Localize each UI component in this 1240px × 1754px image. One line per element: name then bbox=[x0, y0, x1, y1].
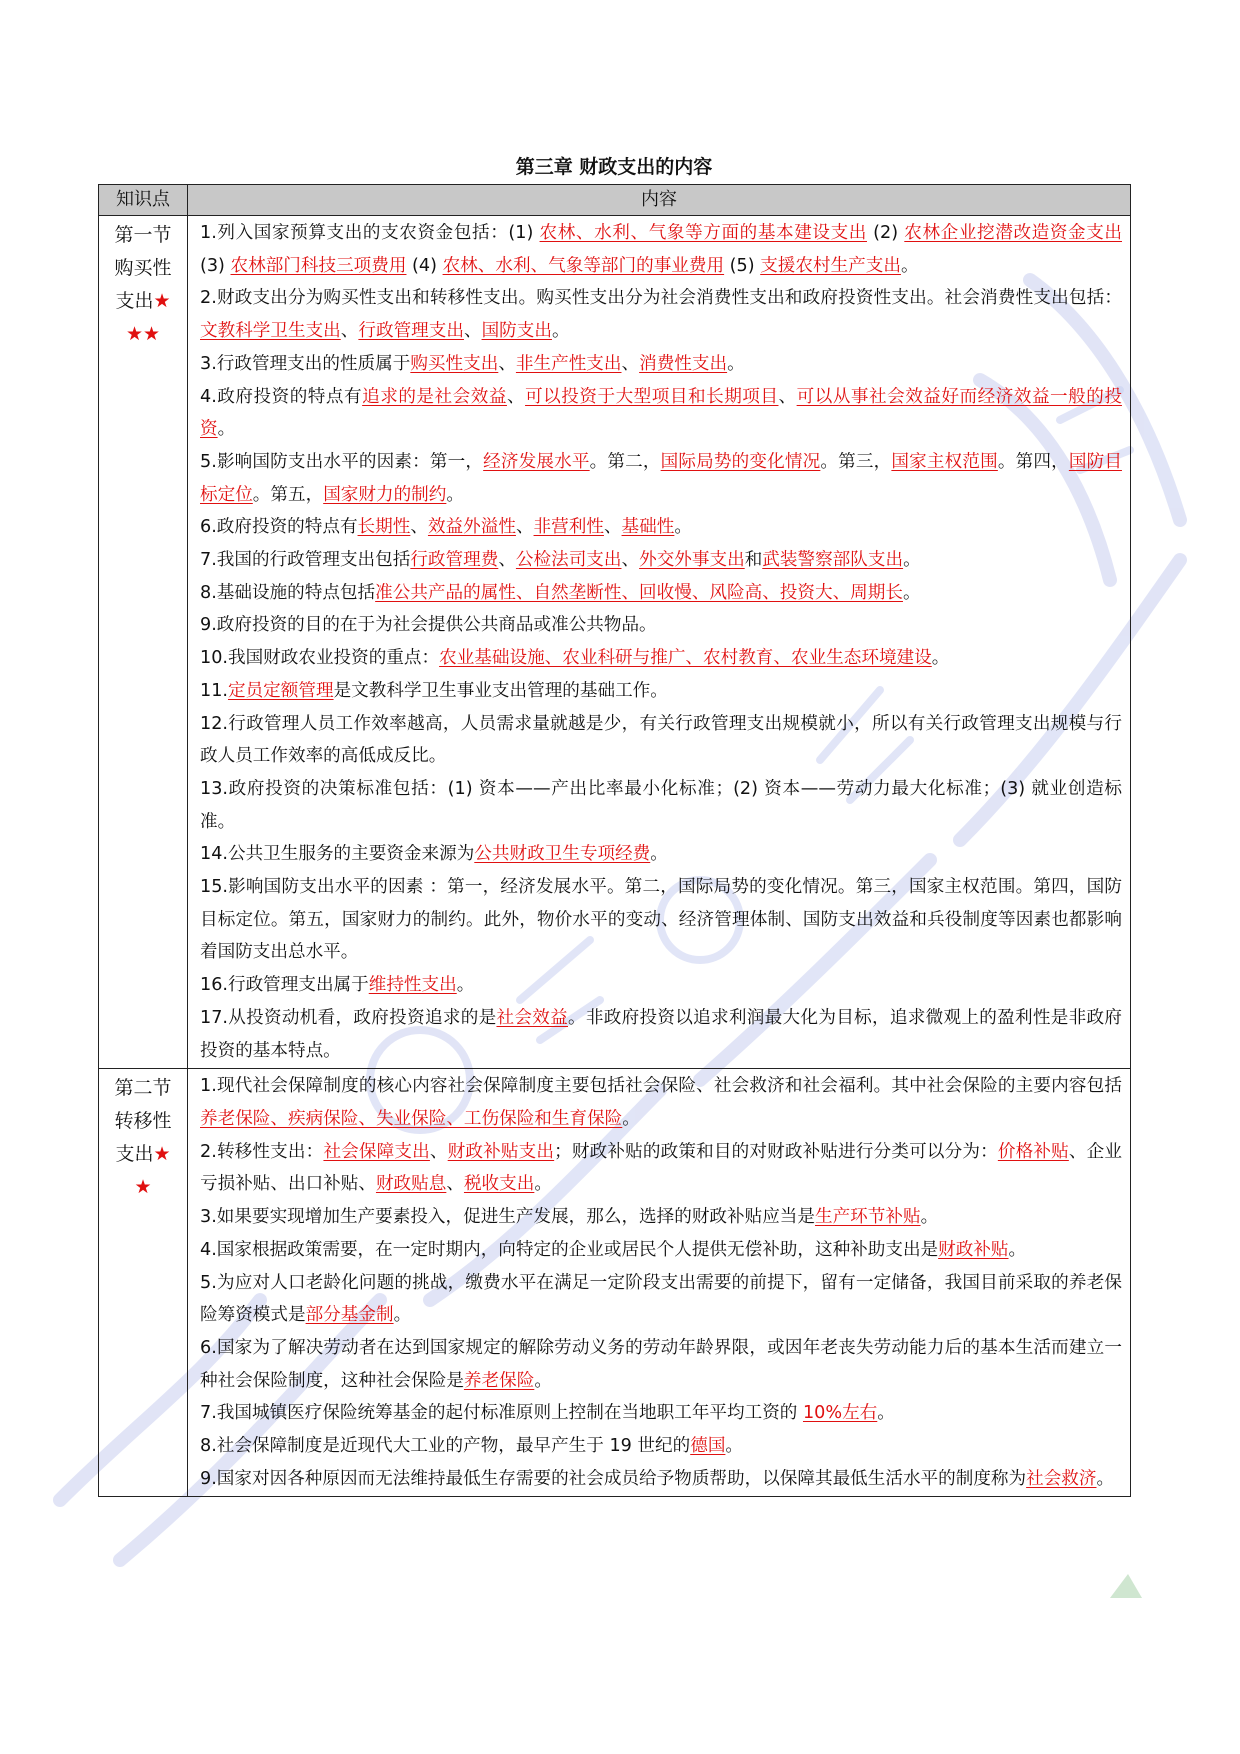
item-text: 、 bbox=[498, 353, 516, 374]
item-text: 、 bbox=[429, 1141, 448, 1162]
section-label-line: 转移性 bbox=[114, 1110, 172, 1133]
item-text: 。 bbox=[551, 321, 570, 342]
table-header-row bbox=[99, 185, 1131, 216]
key-term: 农林企业挖潜改造资金支出 bbox=[904, 223, 1122, 243]
item-text: 4.政府投资的特点有 bbox=[200, 386, 363, 407]
table-row bbox=[99, 1069, 1131, 1497]
key-term: 基础性 bbox=[621, 517, 675, 538]
key-term: 公共财政卫生专项经费 bbox=[474, 844, 651, 865]
key-term: 社会保障支出 bbox=[323, 1141, 430, 1162]
key-term: 部分基金制 bbox=[305, 1305, 394, 1326]
item-text: 、 bbox=[621, 353, 640, 374]
list-item bbox=[200, 1070, 1122, 1135]
section-label-line: 第二节 bbox=[114, 1077, 172, 1100]
item-text: 。 bbox=[650, 844, 668, 865]
item-text: 、 bbox=[463, 321, 482, 342]
section-label-line bbox=[103, 285, 183, 318]
item-text: (2) bbox=[866, 223, 905, 243]
key-term: 可以从事社会效益好而经济效益一般的投资 bbox=[200, 386, 1122, 440]
key-term: 定员定额管理 bbox=[227, 680, 334, 701]
item-text: 9.政府投资的目的在于为社会提供公共商品或准公共物品。 bbox=[200, 615, 657, 636]
item-text: 16.行政管理支出属于 bbox=[200, 975, 369, 996]
importance-stars: ★★ bbox=[125, 323, 161, 345]
item-text: 。 bbox=[534, 1370, 552, 1391]
item-text: 8.基础设施的特点包括 bbox=[200, 582, 376, 603]
list-item bbox=[200, 446, 1122, 511]
key-term: 追求的是社会效益 bbox=[362, 386, 507, 407]
list-item bbox=[200, 1136, 1122, 1201]
item-text: 。 bbox=[1096, 1468, 1115, 1489]
item-text: 13.政府投资的决策标准包括：(1) 资本——产出比率最小化标准；(2) 资本——劳动力最大化标准；(3) 就业创造标准。 bbox=[200, 778, 1122, 832]
knowledge-table bbox=[98, 184, 1131, 1497]
section-label-line bbox=[103, 1138, 183, 1171]
key-term: 准公共产品的属性、自然垄断性、回收慢、风险高、投资大、周期长 bbox=[375, 582, 903, 603]
star-icon: ★ bbox=[153, 290, 171, 312]
item-text: 。 bbox=[1008, 1239, 1027, 1260]
item-text: 。第二， bbox=[589, 451, 661, 472]
item-text: 5.为应对人口老龄化问题的挑战，缴费水平在满足一定阶段支出需要的前提下，留有一定储备，我国目前采取的养老保险筹资模式是 bbox=[200, 1272, 1122, 1326]
item-text: 。 bbox=[674, 517, 692, 538]
item-text: 。 bbox=[534, 1174, 552, 1195]
item-text: 、 bbox=[340, 321, 359, 342]
list-item bbox=[200, 773, 1122, 838]
key-term: 长期性 bbox=[357, 517, 411, 538]
item-text: 。第三， bbox=[820, 451, 892, 472]
item-text: 。 bbox=[217, 419, 236, 440]
list-item bbox=[200, 1201, 1122, 1234]
key-term: 财政补贴支出 bbox=[447, 1141, 555, 1162]
item-text: 。 bbox=[920, 1207, 939, 1228]
key-term: 国家财力的制约 bbox=[323, 484, 447, 505]
key-term: 农林、水利、气象等部门的事业费用 bbox=[442, 255, 725, 276]
section-label-line: 购买性 bbox=[114, 257, 172, 279]
item-text: 、 bbox=[603, 517, 622, 538]
key-term: 财政补贴 bbox=[938, 1239, 1009, 1260]
item-text: 。 bbox=[725, 1436, 744, 1457]
list-item bbox=[200, 544, 1122, 577]
section-label-text: 支出 bbox=[115, 290, 154, 312]
list-item bbox=[200, 217, 1122, 282]
item-text: 、 bbox=[506, 386, 526, 407]
list-item bbox=[200, 511, 1122, 544]
list-item bbox=[200, 1267, 1122, 1332]
item-text: 5.影响国防支出水平的因素：第一， bbox=[200, 451, 484, 472]
key-term: 国防支出 bbox=[481, 321, 552, 342]
key-term: 国家主权范围 bbox=[891, 451, 998, 472]
key-term: 国际局势的变化情况 bbox=[660, 451, 821, 472]
key-term: 10%左右 bbox=[802, 1403, 878, 1424]
key-term: 农业基础设施、农业科研与推广、农村教育、农业生态环境建设 bbox=[439, 648, 932, 669]
section-content bbox=[188, 1069, 1131, 1497]
key-term: 行政管理支出 bbox=[358, 321, 464, 342]
key-term: 社会效益 bbox=[496, 1007, 568, 1028]
item-text: ；财政补贴的政策和目的对财政补贴进行分类可以分为： bbox=[554, 1141, 998, 1162]
item-text: 。 bbox=[393, 1305, 412, 1326]
item-text: 12.行政管理人员工作效率越高，人员需求量就越是少，有关行政管理支出规模就小，所以有关行政管理支出规模与行政人员工作效率的高低成反比。 bbox=[200, 713, 1122, 767]
item-text: 1.现代社会保障制度的核心内容社会保障制度主要包括社会保险、社会救济和社会福利。其中社会保险的主要内容包括 bbox=[200, 1076, 1122, 1097]
list-item bbox=[200, 1430, 1122, 1463]
header-knowledge-point: 知识点 bbox=[99, 185, 188, 216]
list-item bbox=[200, 609, 1122, 642]
list-item bbox=[200, 1002, 1122, 1067]
item-text: 1.列入国家预算支出的支农资金包括：(1) bbox=[200, 223, 540, 243]
item-text: 4.国家根据政策需要，在一定时期内，向特定的企业或居民个人提供无偿补助，这种补助支出是 bbox=[200, 1239, 939, 1260]
item-text: 。 bbox=[446, 484, 464, 505]
key-term: 支援农村生产支出 bbox=[760, 255, 901, 276]
item-text: 。 bbox=[456, 975, 475, 996]
list-item bbox=[200, 577, 1122, 610]
document-page bbox=[98, 150, 1130, 1497]
item-text: 15.影响国防支出水平的因素 ：第一，经济发展水平。第二，国际局势的变化情况。第三，国家主权范围。第四，国防目标定位。第五，国家财力的制约。此外，物价水平的变动、经济管理体制、国防支出效益和兵役制度等因素也都影响着国防支出总水平。 bbox=[200, 877, 1122, 963]
key-term: 经济发展水平 bbox=[483, 451, 590, 472]
key-term: 购买性支出 bbox=[410, 353, 499, 374]
item-text: 17.从投资动机看，政府投资追求的是 bbox=[200, 1007, 497, 1028]
key-term: 社会救济 bbox=[1026, 1468, 1097, 1489]
item-text: (5) bbox=[724, 255, 761, 276]
item-text: 2.转移性支出： bbox=[200, 1141, 324, 1162]
item-text: (4) bbox=[406, 255, 443, 276]
list-item bbox=[200, 381, 1122, 446]
list-item bbox=[200, 348, 1122, 381]
item-text: 。 bbox=[931, 648, 950, 669]
item-text: 、 bbox=[446, 1174, 464, 1195]
section-content bbox=[188, 216, 1131, 1069]
corner-triangle-icon bbox=[1108, 1572, 1142, 1598]
section-label-line: 第一节 bbox=[114, 224, 172, 246]
key-term: 文教科学卫生支出 bbox=[200, 321, 341, 342]
key-term: 价格补贴 bbox=[997, 1141, 1069, 1162]
item-text: 11. bbox=[200, 680, 228, 701]
list-item bbox=[200, 969, 1122, 1002]
key-term: 消费性支出 bbox=[639, 353, 728, 374]
item-text: 10.我国财政农业投资的重点： bbox=[200, 648, 440, 669]
item-text: 8.社会保障制度是近现代大工业的产物，最早产生于 19 世纪的 bbox=[200, 1436, 691, 1457]
key-term: 非生产性支出 bbox=[515, 353, 622, 374]
chapter-title: 第三章 财政支出的内容 bbox=[515, 156, 713, 178]
key-term: 维持性支出 bbox=[368, 975, 457, 996]
item-text: 2.财政支出分为购买性支出和转移性支出。购买性支出分为社会消费性支出和政府投资性支出。社会消费性支出包括： bbox=[200, 288, 1122, 309]
key-term: 农林部门科技三项费用 bbox=[230, 255, 407, 276]
list-item bbox=[200, 1397, 1122, 1430]
list-item bbox=[200, 1463, 1122, 1496]
item-text: 、 bbox=[498, 550, 516, 571]
table-row bbox=[99, 216, 1131, 1069]
list-item bbox=[200, 675, 1122, 708]
key-term: 可以投资于大型项目和长期项目 bbox=[525, 386, 779, 407]
list-item bbox=[200, 1332, 1122, 1397]
item-text: 、 bbox=[778, 386, 797, 407]
item-text: 。 bbox=[727, 353, 745, 374]
item-text: 3.行政管理支出的性质属于 bbox=[200, 353, 411, 374]
key-term: 国防目标定位 bbox=[200, 451, 1122, 505]
item-text: 6.政府投资的特点有 bbox=[200, 517, 358, 538]
item-text: 。 bbox=[900, 255, 919, 276]
item-text: 3.如果要实现增加生产要素投入，促进生产发展，那么，选择的财政补贴应当是 bbox=[200, 1207, 815, 1228]
item-text: 。 bbox=[877, 1403, 895, 1424]
item-text: 、企业亏损补贴、出口补贴、 bbox=[200, 1141, 1122, 1195]
key-term: 生产环节补贴 bbox=[814, 1207, 921, 1228]
key-term: 税收支出 bbox=[463, 1174, 535, 1195]
item-text: 。 bbox=[622, 1108, 640, 1129]
list-item bbox=[200, 642, 1122, 675]
list-item bbox=[200, 708, 1122, 773]
key-term: 武装警察部队支出 bbox=[762, 550, 904, 571]
key-term: 农林、水利、气象等方面的基本建设支出 bbox=[539, 223, 867, 243]
list-item bbox=[200, 871, 1122, 969]
item-text: 。第四， bbox=[997, 451, 1069, 472]
item-text: 。 bbox=[902, 582, 921, 603]
list-item bbox=[200, 1234, 1122, 1267]
key-term: 非营利性 bbox=[533, 517, 604, 538]
item-text: 。非政府投资以追求利润最大化为目标，追求微观上的盈利性是非政府投资的基本特点。 bbox=[200, 1007, 1122, 1061]
item-text: 7.我国的行政管理支出包括 bbox=[200, 550, 411, 571]
importance-stars: ★ bbox=[134, 1176, 152, 1199]
section-label bbox=[99, 1069, 188, 1497]
item-text: 9.国家对因各种原因而无法维持最低生存需要的社会成员给予物质帮助，以保障其最低生活水平的制度称为 bbox=[200, 1468, 1027, 1489]
item-text: (3) bbox=[200, 255, 231, 276]
key-term: 公检法司支出 bbox=[515, 550, 622, 571]
key-term: 养老保险 bbox=[463, 1370, 535, 1391]
list-item bbox=[200, 282, 1122, 347]
item-text: 、 bbox=[621, 550, 640, 571]
item-text: 14.公共卫生服务的主要资金来源为 bbox=[200, 844, 475, 865]
item-text: 、 bbox=[410, 517, 428, 538]
header-content: 内容 bbox=[188, 185, 1131, 216]
item-text: 6.国家为了解决劳动者在达到国家规定的解除劳动义务的劳动年龄界限，或因年老丧失劳动能力后的基本生活而建立一种社会保险制度，这种社会保险是 bbox=[200, 1337, 1122, 1391]
section-label bbox=[99, 216, 188, 1069]
item-text: 、 bbox=[515, 517, 534, 538]
item-text: 。 bbox=[903, 550, 921, 571]
section-label-text: 支出 bbox=[115, 1143, 154, 1166]
item-text: 是文教科学卫生事业支出管理的基础工作。 bbox=[333, 680, 668, 701]
item-text: 和 bbox=[744, 550, 763, 571]
star-icon: ★ bbox=[153, 1143, 171, 1166]
item-text: 。第五， bbox=[252, 484, 324, 505]
key-term: 外交外事支出 bbox=[639, 550, 745, 571]
key-term: 效益外溢性 bbox=[427, 517, 516, 538]
key-term: 行政管理费 bbox=[410, 550, 499, 571]
list-item bbox=[200, 838, 1122, 871]
key-term: 财政贴息 bbox=[375, 1174, 447, 1195]
item-text: 7.我国城镇医疗保险统筹基金的起付标准原则上控制在当地职工年平均工资的 bbox=[200, 1403, 803, 1424]
key-term: 养老保险、疾病保险、失业保险、工伤保险和生育保险 bbox=[200, 1108, 623, 1129]
key-term: 德国 bbox=[690, 1436, 726, 1457]
